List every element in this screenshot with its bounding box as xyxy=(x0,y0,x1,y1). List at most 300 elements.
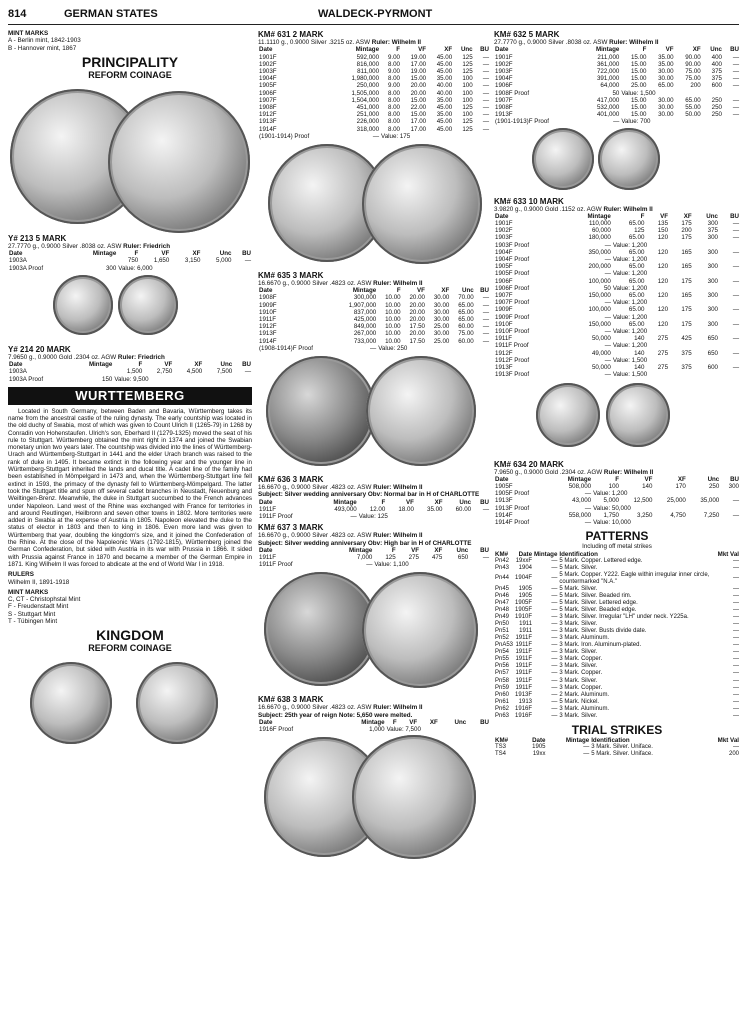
table-cell: 30.00 xyxy=(433,301,450,309)
column-header: BU xyxy=(480,287,489,295)
table-cell: 60.00 xyxy=(458,323,474,331)
section-title: GERMAN STATES xyxy=(64,8,158,20)
table-row xyxy=(258,61,490,68)
column-header: Date xyxy=(495,46,509,54)
table-cell: Pn63 xyxy=(495,712,510,719)
table-header-row xyxy=(494,213,740,220)
table-cell: Pn56 xyxy=(495,663,510,670)
coin-ruler: Ruler: Wilhelm II xyxy=(373,279,423,287)
table-cell: 1911 xyxy=(519,628,533,635)
table-cell: — xyxy=(732,220,739,228)
table-cell: 165 xyxy=(681,248,692,256)
table-cell: 10.00 xyxy=(385,323,401,331)
table-cell: 1,650 xyxy=(153,257,170,265)
table-cell: 558,000 xyxy=(568,511,592,519)
table-cell: 600 xyxy=(711,82,722,90)
table-cell: Pn45 xyxy=(495,585,510,592)
table-cell: 275 xyxy=(408,554,419,562)
table-row xyxy=(494,600,740,607)
column-header: XF xyxy=(677,475,686,483)
coin-ruler: Ruler: Friedrich xyxy=(123,242,171,250)
table-header-row xyxy=(494,476,740,483)
table-cell: 10.00 xyxy=(385,294,401,302)
table-cell: Value: 1,200 xyxy=(612,299,648,307)
table-cell: 50,000 xyxy=(591,364,611,372)
table-cell: 5,000 xyxy=(216,257,232,265)
table-cell: 35.00 xyxy=(436,96,453,104)
table-cell: Value: 1,500 xyxy=(621,89,656,97)
table-cell: 1906F xyxy=(495,277,513,285)
table-row xyxy=(258,111,490,118)
table-cell: 1904F xyxy=(495,75,513,83)
mint-mark-item: A - Berlin mint, 1842-1903 xyxy=(8,37,81,45)
table-cell: Value: 6,000 xyxy=(118,264,153,272)
column-header: Unc xyxy=(220,361,233,369)
table-cell: 1,980,000 xyxy=(351,75,380,83)
table-row xyxy=(494,490,740,497)
table-cell: — xyxy=(551,628,558,635)
table-cell: 1903F xyxy=(259,67,277,75)
table-row xyxy=(8,257,252,264)
table-cell: — xyxy=(551,607,558,614)
table-cell: — xyxy=(551,557,558,564)
table-row xyxy=(494,558,740,565)
column-header: F xyxy=(134,250,139,258)
table-cell: 45.00 xyxy=(436,53,453,61)
table-cell: 175 xyxy=(681,277,692,285)
table-cell: 75.00 xyxy=(685,67,701,75)
table-cell: 1,505,000 xyxy=(351,89,380,97)
table-cell: 1905 xyxy=(518,585,533,592)
table-cell: 8.00 xyxy=(387,96,400,104)
column-header: VF xyxy=(161,250,170,258)
kingdom-heading: KINGDOM xyxy=(96,627,164,644)
table-cell: 5 Mark. Silver. Beaded edge. xyxy=(559,607,637,614)
table-row xyxy=(258,330,490,337)
table-cell: 20.00 xyxy=(409,301,425,309)
table-cell: 400 xyxy=(711,60,722,68)
table-cell: 30.00 xyxy=(433,294,450,302)
table-cell: 375 xyxy=(681,349,692,357)
coin-images-km631 xyxy=(258,140,490,268)
table-cell: 1903A xyxy=(9,368,27,376)
table-cell: 811,000 xyxy=(357,67,380,75)
table-cell: — xyxy=(551,663,558,670)
column-header: BU xyxy=(480,719,489,727)
rulers-title: RULERS xyxy=(8,571,34,579)
table-cell: 45.00 xyxy=(436,118,453,126)
table-cell: TS4 xyxy=(495,751,507,758)
column-header: BU xyxy=(242,250,251,258)
table-cell: 1,504,000 xyxy=(351,96,380,104)
trial-strikes-table xyxy=(494,737,740,758)
table-cell: 3 Mark. Copper. xyxy=(559,670,603,677)
table-cell: 120 xyxy=(657,248,669,256)
table-cell: 3 Mark. Aluminum. xyxy=(559,705,610,712)
table-cell xyxy=(72,257,117,264)
table-cell: 1,750 xyxy=(603,511,619,519)
table-cell: — xyxy=(551,600,558,606)
table-row xyxy=(258,75,490,82)
table-cell: — xyxy=(551,656,558,663)
table-cell: Value: 125 xyxy=(358,513,388,521)
column-header: Mkt Val xyxy=(717,736,739,744)
table-cell: — xyxy=(732,103,739,111)
page-header xyxy=(8,6,739,25)
column-header: VF xyxy=(660,212,669,220)
table-cell: 49,000 xyxy=(591,349,611,357)
table-cell: 1913F xyxy=(515,691,533,698)
km-title: KM# 635 3 MARK xyxy=(258,270,324,280)
table-cell: 125 xyxy=(462,60,473,68)
table-row xyxy=(258,513,490,520)
table-cell: Pn42 xyxy=(495,557,510,564)
table-cell: — xyxy=(551,698,558,705)
column-header: Date xyxy=(259,287,273,295)
table-cell: 200 xyxy=(690,82,701,90)
table-cell: 2 Mark. Aluminum. xyxy=(559,691,610,698)
table-cell: 3 Mark. Silver. xyxy=(559,649,598,656)
mint-mark-item: S - Stuttgart Mint xyxy=(8,610,56,618)
column-header: F xyxy=(396,46,400,54)
table-cell: 5 Mark. Silver. Beaded rim. xyxy=(559,592,632,599)
table-cell: 17.00 xyxy=(410,60,427,68)
table-cell: 375 xyxy=(711,75,722,83)
table-row xyxy=(494,663,740,670)
table-cell: 1908F Proof xyxy=(495,89,530,97)
table-cell: 64,000 xyxy=(600,82,620,90)
table-cell: — xyxy=(482,323,489,331)
table-cell: Pn55 xyxy=(495,656,510,663)
table-cell: 50 xyxy=(603,284,611,292)
table-cell: 35.00 xyxy=(658,60,674,68)
column-header: VF xyxy=(644,475,653,483)
table-row xyxy=(494,699,740,706)
table-cell: — xyxy=(482,89,489,97)
table-cell: 1913F Proof xyxy=(495,504,530,512)
price-table-km631 xyxy=(258,46,490,140)
principality-heading: PRINCIPALITY xyxy=(81,53,179,70)
table-cell: 4,500 xyxy=(186,368,203,376)
table-cell: 180,000 xyxy=(588,234,611,242)
page-number: 814 xyxy=(8,8,27,20)
column-header: Mintage xyxy=(534,550,558,558)
table-cell: — xyxy=(732,277,739,285)
table-cell: — xyxy=(732,82,739,90)
table-cell: — xyxy=(482,75,489,83)
table-cell: 90.00 xyxy=(685,60,701,68)
table-cell: — xyxy=(733,614,739,621)
table-cell: 120 xyxy=(657,277,669,285)
table-row xyxy=(258,294,490,301)
table-cell: 1910F xyxy=(495,320,513,328)
table-cell: — xyxy=(482,118,489,126)
table-cell: 8.00 xyxy=(387,118,400,126)
table-cell: 1905 xyxy=(532,744,546,750)
column-header: Date xyxy=(259,46,273,54)
table-row xyxy=(494,649,740,656)
table-cell: — xyxy=(482,554,489,562)
table-cell: — xyxy=(350,513,357,521)
table-cell: — xyxy=(551,621,558,628)
table-row xyxy=(494,350,740,357)
table-cell: 175 xyxy=(681,220,692,228)
table-row xyxy=(494,706,740,713)
table-cell: 275 xyxy=(657,349,669,357)
table-cell: Value: 9,500 xyxy=(114,375,149,383)
table-cell: 175 xyxy=(681,320,692,328)
coin-reverse-image xyxy=(118,275,178,335)
table-cell: 25,000 xyxy=(666,497,686,505)
coin-images-km634 xyxy=(494,379,740,457)
table-cell: — xyxy=(482,316,489,324)
column-header: Mintage xyxy=(333,498,357,506)
table-cell: Value: 700 xyxy=(621,118,651,126)
column-header: Mintage xyxy=(361,719,385,727)
coin-obverse-image xyxy=(53,275,113,335)
table-cell: 12,500 xyxy=(633,497,653,505)
table-cell: 3,150 xyxy=(184,257,201,265)
column-header: Unc xyxy=(219,250,232,258)
table-cell: — xyxy=(584,490,592,498)
table-cell: 1914F xyxy=(495,511,513,519)
table-cell: 532,000 xyxy=(596,103,620,111)
table-row xyxy=(258,118,490,125)
table-cell: 300 xyxy=(707,248,718,256)
table-row xyxy=(494,357,740,364)
table-cell: 17.00 xyxy=(410,118,427,126)
table-cell: 1903F xyxy=(495,67,513,75)
column-header: BU xyxy=(480,46,489,54)
price-table-km638 xyxy=(258,719,490,733)
table-cell: — xyxy=(733,691,739,698)
table-cell: 4,750 xyxy=(670,511,686,519)
table-cell: 10.00 xyxy=(385,337,401,345)
table-cell: 275 xyxy=(657,364,669,372)
column-header: Unc xyxy=(706,212,718,220)
table-cell: — xyxy=(733,585,739,592)
price-table-y214 xyxy=(8,361,252,383)
table-cell: 165 xyxy=(681,263,692,271)
table-row xyxy=(258,309,490,316)
table-cell: 45.00 xyxy=(436,125,453,133)
table-cell: 1911F xyxy=(515,684,533,691)
table-cell: 165 xyxy=(681,292,692,300)
table-cell: — xyxy=(482,82,489,90)
coin-subject: Subject: 25th year of reign xyxy=(258,711,338,719)
history-paragraph: Located in South Germany, between Baden and Bavaria, Württemberg takes its name from the ancestral castle of the ruling dynasty. The early countship was located in the old duchy of Swabia, most of which was given to Count Ulrich II (1265-79) in 1268 by Conradin von Hohenstaufen. Ulrich's son, Eberhard II (1279-1325) moved the seat of his rule to Stuttgart. Württemberg obtained the mint right in 1374 and joined the Swabian monetary union two years later. The countship was divided into the lines of Württemberg-Urach and Württemberg-Stuttgart in 1441 and the elder Urach branch was raised to the rank of duke in 1495. It became extinct in the following year and the younger line in Württemberg-Stuttgart inherited the lands and ducal title. A cadet line of the family had been established in Mömpelgard in 1473 and, when the Württemberg-Stuttgart line fell extinct in 1593, the primacy of the dynasty fell to Württemberg-Mömpelgard. The latter took the Stuttgart title and spun off several cadet branches in Neustadt, Neuenburg and Weiltingen-Brenz. Meanwhile, the duke in Stuttgart succumbed to the French advances under Napoleon. Land west of the Rhine was exchanged with France for territories in and around Reutlingen, Heilbronn and seven other towns in 1802. More territories were added in Swabia at the expense of Austria in 1805. Napoleon elevated the duke to the status of elector in 1803 and then to king in 1806. Even more land was given to Württemberg that year, doubling the kingdom's size, and it joined the Confederation of the Rhine. At the close of the Napoleonic Wars (1792-1815), Württemberg joined the German Confederation, but sided with Austria in its war with Prussia in 1866. It sided with Prussia against France in 1870 and became a member of the German Empire in 1871. King Wilhelm II was forced to abdicate at the end of World War I in 1918. xyxy=(8,407,252,568)
table-cell: 30.00 xyxy=(658,111,674,119)
table-row xyxy=(258,90,490,97)
coin-images-km636 xyxy=(258,352,490,472)
table-cell: — xyxy=(732,60,739,68)
table-cell: 1913F xyxy=(495,497,513,505)
table-cell: 1913F Proof xyxy=(495,371,530,379)
table-row xyxy=(258,561,490,568)
table-cell: 375 xyxy=(681,364,692,372)
table-cell: 816,000 xyxy=(356,60,380,68)
table-cell: 65.00 xyxy=(458,316,474,324)
table-cell: 18.00 xyxy=(398,505,414,513)
table-header-row xyxy=(258,719,490,726)
table-row xyxy=(494,104,740,111)
table-cell: — xyxy=(482,53,489,61)
table-cell: 400 xyxy=(711,53,722,61)
table-cell: — xyxy=(733,642,739,649)
column-header: VF xyxy=(665,46,674,54)
table-cell: 1901F xyxy=(495,220,513,228)
table-cell: 1912F xyxy=(495,349,513,357)
column-header: Mkt Val xyxy=(717,550,739,558)
table-cell: 267,000 xyxy=(353,330,377,338)
table-cell: — xyxy=(551,712,558,719)
price-table-km636 xyxy=(258,499,490,521)
table-row xyxy=(494,263,740,270)
table-cell: 318,000 xyxy=(356,125,380,133)
coin-spec: 16.6670 g., 0.9000 Silver .4823 oz. ASW xyxy=(258,279,372,287)
table-cell: 65.00 xyxy=(628,277,645,285)
table-cell: 1913 xyxy=(518,698,533,705)
table-row xyxy=(494,751,740,758)
table-cell: — xyxy=(733,663,739,670)
column-header: Mintage xyxy=(88,361,113,369)
table-cell: 475 xyxy=(431,554,443,562)
table-cell: 100 xyxy=(462,96,473,104)
table-cell: 22.00 xyxy=(410,103,427,111)
table-cell: 1911F xyxy=(515,663,533,670)
table-cell: 100 xyxy=(462,82,473,90)
table-cell: Pn57 xyxy=(495,670,510,677)
table-cell: 10.00 xyxy=(385,308,401,316)
table-row xyxy=(494,61,740,68)
coin-subject: Subject: Silver wedding anniversary xyxy=(258,491,367,499)
table-cell: 451,000 xyxy=(356,103,380,111)
table-row xyxy=(258,104,490,111)
table-row xyxy=(258,316,490,323)
table-cell: — xyxy=(604,328,611,336)
column-header: F xyxy=(615,475,619,483)
table-cell: 17.00 xyxy=(410,125,427,133)
table-cell: — xyxy=(732,364,739,372)
table-cell: 300 xyxy=(707,306,718,314)
table-cell: 125 xyxy=(462,118,473,126)
column-header: VF xyxy=(411,546,419,554)
table-cell: 1901F xyxy=(495,53,513,61)
table-cell: 150,000 xyxy=(588,320,611,328)
table-row xyxy=(494,75,740,82)
table-cell: 1913F xyxy=(495,111,513,119)
table-cell: — xyxy=(733,564,739,571)
table-cell: — xyxy=(604,313,611,321)
table-cell: 45.00 xyxy=(436,60,453,68)
table-cell: Pn46 xyxy=(495,592,510,599)
table-cell: — xyxy=(372,132,380,140)
price-table-km633 xyxy=(494,213,740,379)
coin-spec: 27.7770 g., 0.9000 Silver .8038 oz. ASW xyxy=(494,39,608,46)
table-cell: 15.00 xyxy=(630,53,647,61)
table-cell: — xyxy=(366,561,373,569)
table-cell: 1916F Proof xyxy=(259,726,294,734)
coin-obverse-image xyxy=(30,662,112,744)
table-cell: 3 Mark. Silver. xyxy=(559,663,598,670)
column-header: VF xyxy=(417,287,425,295)
table-cell: 493,000 xyxy=(334,505,357,513)
table-row xyxy=(258,554,490,561)
mint-mark-item: F - Freudenstadt Mint xyxy=(8,603,69,611)
table-cell: 600 xyxy=(707,364,718,372)
table-cell: — xyxy=(583,751,590,758)
table-row xyxy=(494,227,740,234)
table-row xyxy=(494,483,740,490)
table-cell: Pn52 xyxy=(495,635,510,642)
table-row xyxy=(494,249,740,256)
table-row xyxy=(494,685,740,692)
table-cell: — xyxy=(732,306,739,314)
table-cell: 100 xyxy=(462,111,473,119)
coin-ruler: Ruler: Wilhelm II xyxy=(371,39,422,46)
table-row xyxy=(494,692,740,699)
trial-strikes-heading: TRIAL STRIKES xyxy=(571,722,663,737)
column-header: Date xyxy=(259,719,273,727)
table-row xyxy=(258,68,490,75)
table-cell: 1914F xyxy=(259,337,277,345)
table-cell: 300 xyxy=(105,264,117,272)
table-cell: 1910F Proof xyxy=(495,328,530,336)
table-cell: 9.00 xyxy=(387,67,400,75)
table-cell: 1904F Proof xyxy=(495,256,530,264)
table-cell: 15.00 xyxy=(630,67,647,75)
table-cell: 170 xyxy=(675,483,686,490)
column-header: VF xyxy=(405,498,414,506)
table-row xyxy=(494,565,740,572)
column-header: BU xyxy=(242,361,251,369)
mint-mark-item: C, CT - Christophstal Mint xyxy=(8,596,81,604)
km-title: Y# 213 5 MARK xyxy=(8,233,67,243)
column-header: Date xyxy=(259,546,273,554)
table-cell: 1905F xyxy=(495,483,513,490)
table-cell: 65.00 xyxy=(628,306,645,314)
table-row xyxy=(258,82,490,89)
table-cell: — xyxy=(732,292,739,300)
table-cell: 5 Mark. Silver. Uniface. xyxy=(591,751,653,758)
table-cell: 65.00 xyxy=(628,263,645,271)
table-cell: 1911F xyxy=(515,635,533,642)
table-cell: 200 xyxy=(728,751,739,758)
table-cell: 5 Mark. Silver. Lettered edge. xyxy=(559,600,638,606)
table-cell: 1912F xyxy=(259,111,277,119)
table-cell: — xyxy=(733,592,739,599)
table-cell: 391,000 xyxy=(596,75,620,83)
km-title: KM# 633 10 MARK xyxy=(494,196,564,206)
table-cell: 2,750 xyxy=(156,368,173,376)
column-header: Date xyxy=(9,361,23,369)
table-cell: Pn59 xyxy=(495,684,510,691)
table-cell: 733,000 xyxy=(353,337,377,345)
table-cell: 15.00 xyxy=(410,96,427,104)
table-cell: — xyxy=(733,705,739,712)
table-cell: — xyxy=(732,335,739,343)
table-row xyxy=(258,323,490,330)
table-cell: 200 xyxy=(681,227,692,235)
table-row xyxy=(258,126,490,133)
column-header: Unc xyxy=(456,546,469,554)
table-header-row xyxy=(494,737,740,744)
patterns-subtitle: Including off metal strikes xyxy=(582,543,652,551)
table-row xyxy=(494,54,740,61)
table-cell: 5 Mark. Copper. Y222. Eagle within irregular inner circle, countermarked "N.A." xyxy=(559,571,710,585)
table-row xyxy=(8,265,252,272)
table-cell: 120 xyxy=(657,263,669,271)
